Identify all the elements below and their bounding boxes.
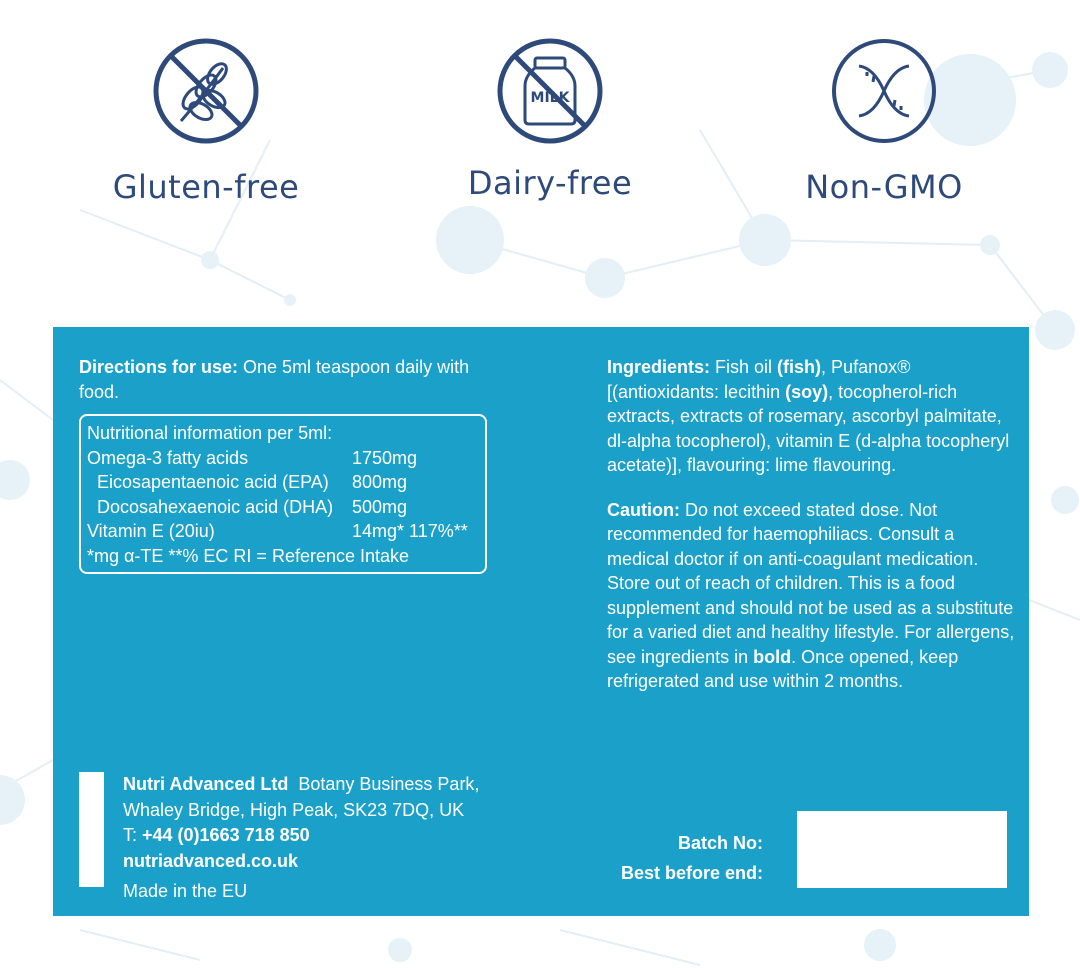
allergen-soy: (soy) <box>785 381 829 402</box>
nutrient-value: 800mg <box>352 472 408 492</box>
nutrition-row <box>87 470 479 495</box>
batch-print-box <box>797 811 1007 888</box>
no-wheat-icon <box>151 36 261 146</box>
left-column <box>79 355 499 574</box>
nutrient-value: 14mg* 117%** <box>352 521 468 541</box>
nutrient-name: Omega-3 fatty acids <box>87 447 249 468</box>
directions-heading: Directions for use: <box>79 357 239 377</box>
batch-label: Batch No: <box>678 833 763 853</box>
nutrient-value: 1750mg <box>352 447 418 468</box>
dna-icon <box>829 36 939 146</box>
nutrition-row <box>87 446 479 471</box>
best-before-label: Best before end: <box>620 863 763 883</box>
caution-text: Do not exceed stated dose. Not recommended for haemophiliacs. Consult a medical doctor if on anti-coagulant medication. Store out of reach of children. This is a food supplement and should not be used as a substitute for a varied diet and healthy lifestyle. For allergens, see ingredients in <box>607 499 1015 667</box>
caution <box>607 498 1017 694</box>
website: nutriadvanced.co.uk <box>123 850 299 871</box>
company-name: Nutri Advanced Ltd <box>123 774 289 794</box>
no-milk-icon <box>495 36 605 146</box>
company-bar <box>79 772 104 887</box>
ingredients-text: , Pufanox® [(antioxidants: lecithin <box>607 357 911 402</box>
nutrient-name: Docosahexaenoic acid (DHA) <box>97 496 334 517</box>
dairy-free-badge <box>430 36 670 202</box>
nutrition-row <box>87 519 479 544</box>
nutrition-footnote: *mg α-TE **% EC RI = Reference Intake <box>87 545 410 566</box>
product-label <box>53 327 1029 916</box>
ingredients-text: , tocopherol-rich extracts, extracts of rosemary, ascorbyl palmitate, dl-alpha tocopherol), vitamin E (d-alpha tocopheryl acetate)], flavouring: lime flavouring. <box>607 381 1010 475</box>
gluten-free-badge <box>86 36 326 206</box>
directions <box>79 355 499 404</box>
phone-prefix: T: <box>123 825 143 845</box>
ingredients <box>607 355 1017 478</box>
directions-text: One 5ml teaspoon daily with food. <box>79 357 470 402</box>
gluten-free-label: Gluten-free <box>112 168 300 206</box>
nutrient-name: Vitamin E (20iu) <box>87 521 215 541</box>
company-address-line1: Botany Business Park, <box>288 774 480 794</box>
non-gmo-label: Non-GMO <box>805 168 963 206</box>
ingredients-text: Fish oil <box>710 357 778 377</box>
nutrition-box <box>79 414 487 574</box>
caution-heading: Caution: <box>607 499 680 520</box>
caution-text: . Once opened, keep refrigerated and use within 2 months. <box>607 646 959 691</box>
phone-number: +44 (0)1663 718 850 <box>142 825 310 845</box>
caution-bold-word: bold <box>753 646 792 667</box>
origin: Made in the EU <box>123 881 248 901</box>
nutrition-title: Nutritional information per 5ml: <box>87 423 333 443</box>
nutrient-value: 500mg <box>352 496 408 517</box>
milk-jar-text: MILK <box>530 90 570 106</box>
nutrition-row <box>87 495 479 520</box>
allergen-fish: (fish) <box>777 357 822 377</box>
company-block <box>79 772 519 905</box>
right-column <box>607 355 1017 694</box>
nutrient-name: Eicosapentaenoic acid (EPA) <box>97 472 329 492</box>
ingredients-heading: Ingredients: <box>607 357 711 377</box>
company-address-line2: Whaley Bridge, High Peak, SK23 7DQ, UK <box>123 799 465 820</box>
non-gmo-badge <box>764 36 1004 206</box>
dairy-free-label: Dairy-free <box>467 164 633 202</box>
company-details <box>123 772 519 905</box>
